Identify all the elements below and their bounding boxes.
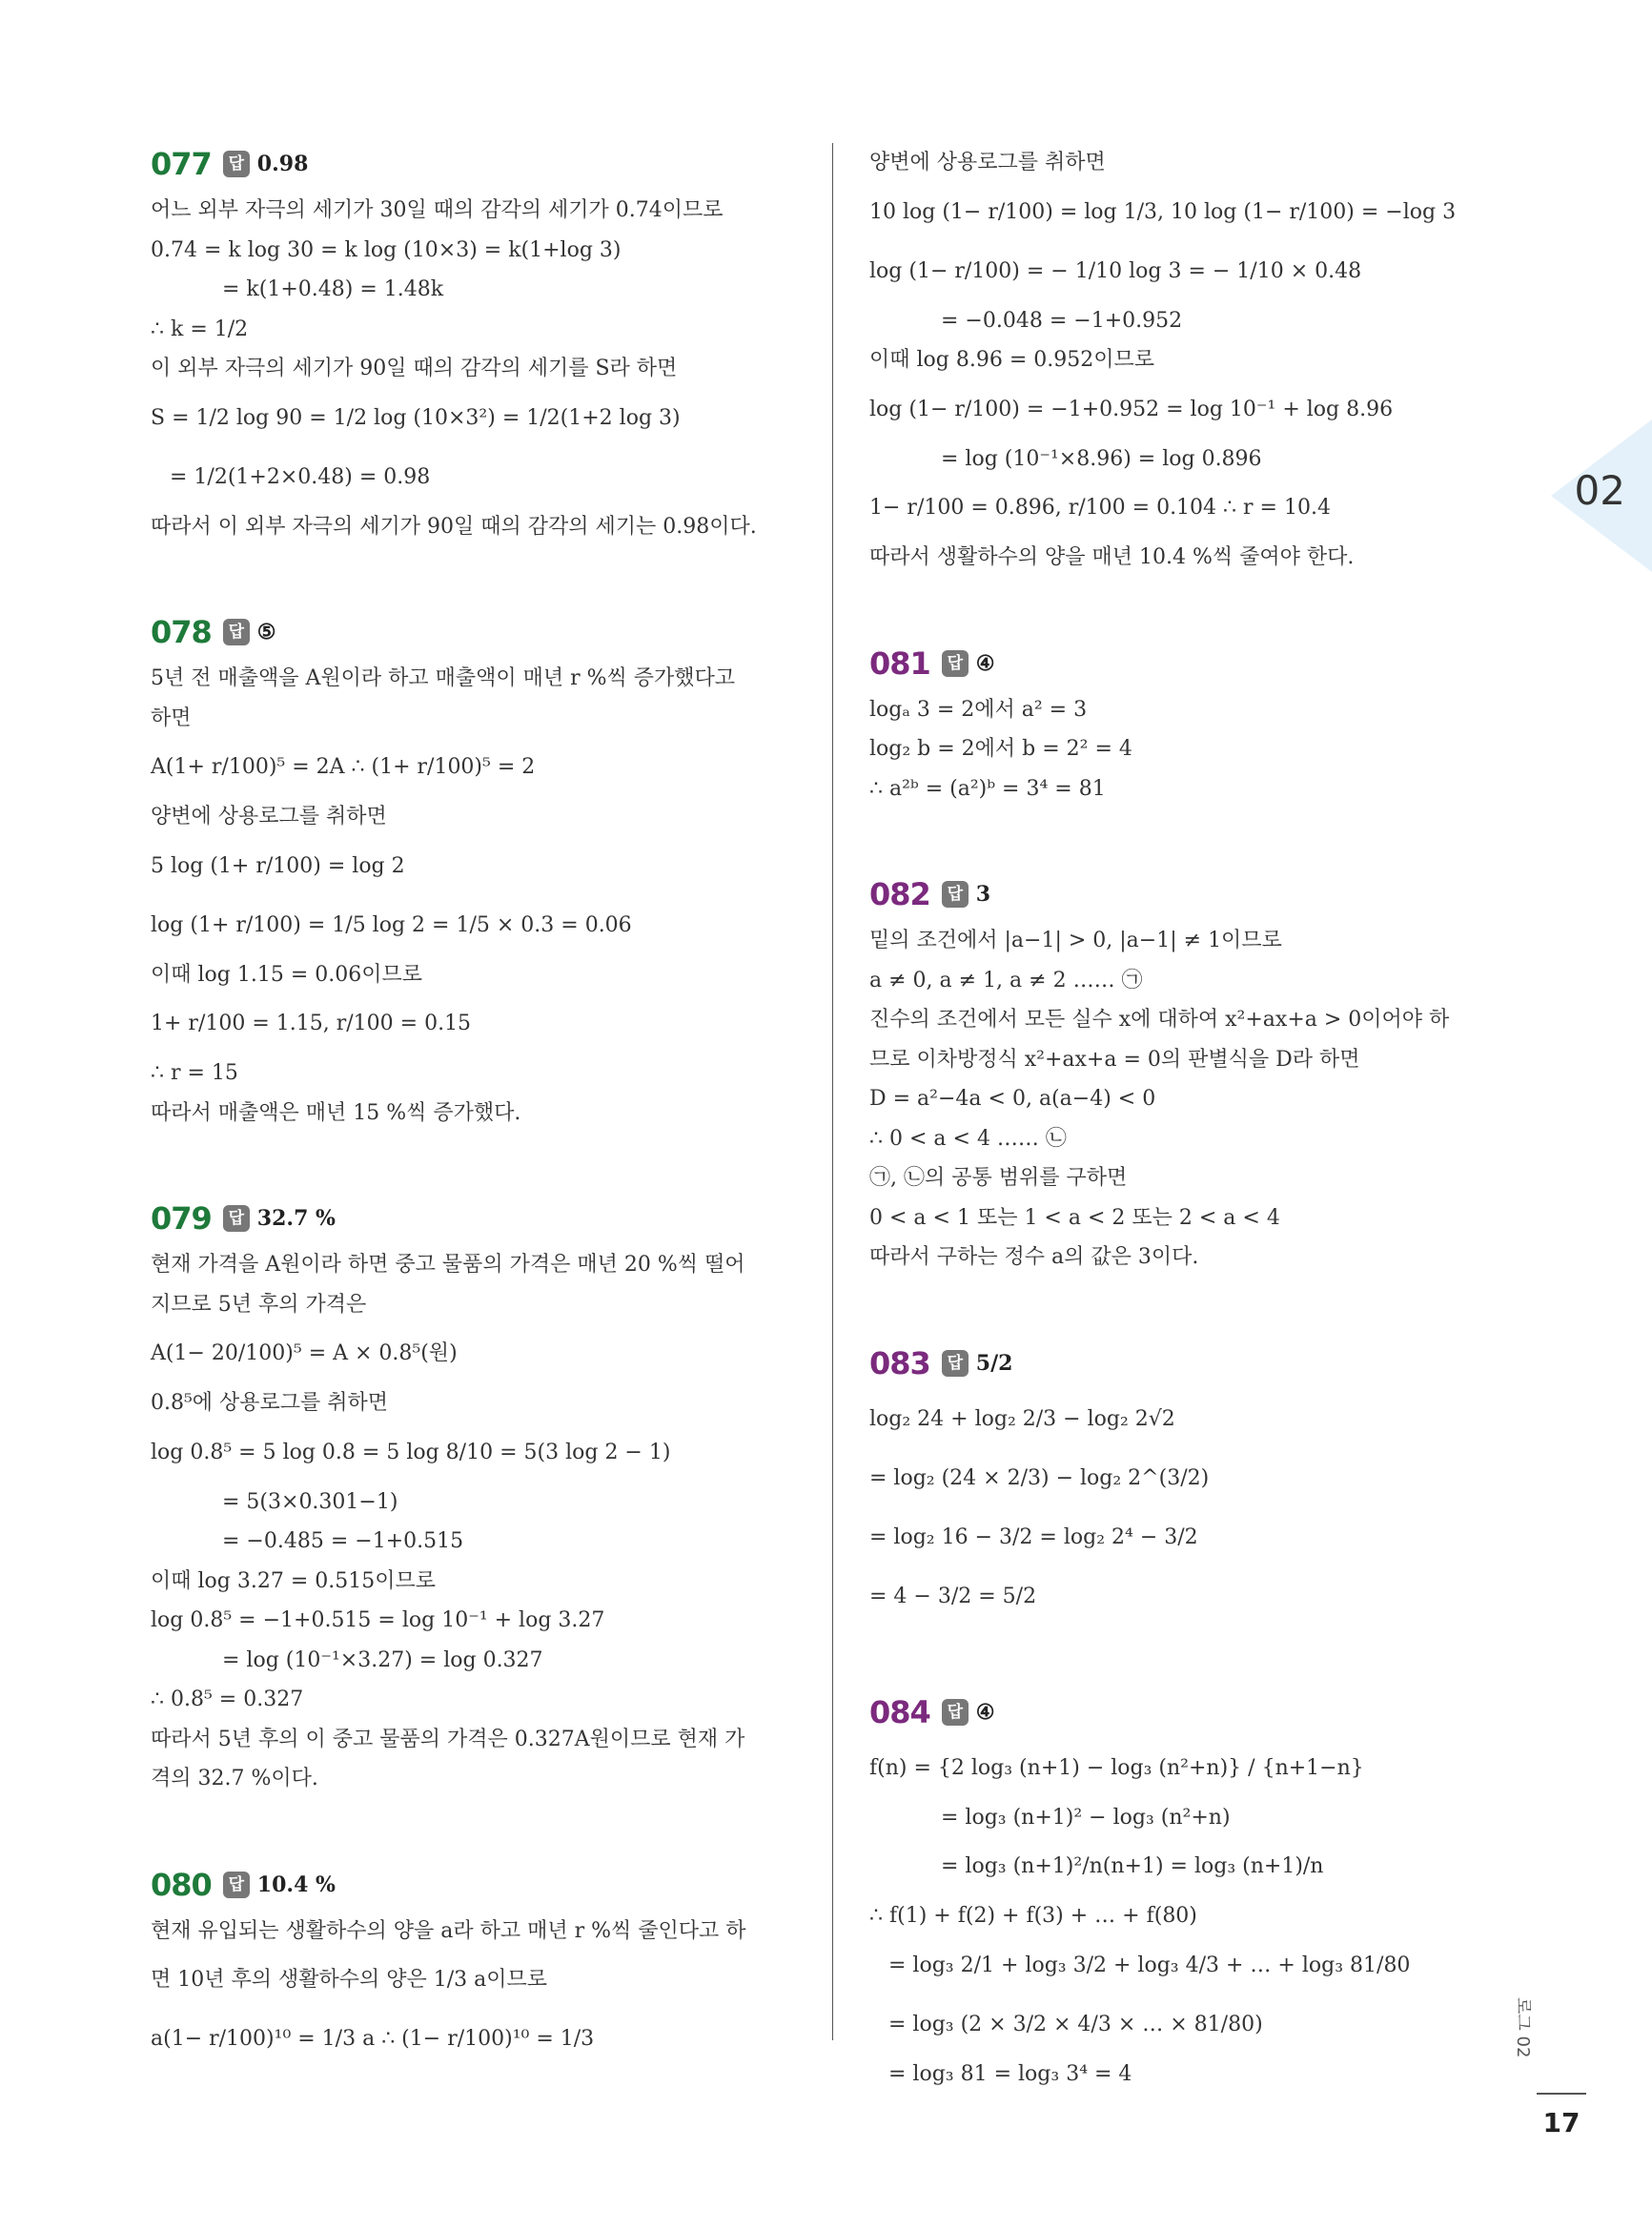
solution-line: 1− r/100 = 0.896, r/100 = 0.104 ∴ r = 10.4	[869, 496, 1331, 520]
solution-line: 따라서 매출액은 매년 15 %씩 증가했다.	[151, 1100, 521, 1125]
solution-line: 이때 log 1.15 = 0.06이므로	[151, 962, 422, 987]
solution-line: = log₃ 2/1 + log₃ 3/2 + log₃ 4/3 + … + log₃ 81/80	[888, 1953, 1411, 1977]
solution-line: 므로 이차방정식 x²+ax+a = 0의 판별식을 D라 하면	[869, 1047, 1360, 1072]
problem-header	[151, 143, 799, 185]
solution-line: a ≠ 0, a ≠ 1, a ≠ 2 …… ㉠	[869, 968, 1143, 992]
right-column	[869, 143, 1518, 2158]
answer-badge: 답	[942, 650, 969, 677]
solution-line: 이때 log 3.27 = 0.515이므로	[151, 1568, 436, 1593]
solution-line: logₐ 3 = 2에서 a² = 3	[869, 697, 1088, 722]
solution-line: S = 1/2 log 90 = 1/2 log (10×3²) = 1/2(1+2 log 3)	[151, 405, 681, 430]
problem-079	[151, 1197, 799, 1799]
solution-line: 0.8⁵에 상용로그를 취하면	[151, 1391, 389, 1415]
solution-line: 10 log (1− r/100) = log 1/3, 10 log (1− r/100) = −log 3	[869, 199, 1457, 224]
solution-line: = k(1+0.48) = 1.48k	[222, 277, 444, 301]
solution-line: 양변에 상용로그를 취하면	[151, 805, 387, 829]
problem-number: 083	[869, 1344, 930, 1381]
solution-line: 어느 외부 자극의 세기가 30일 때의 감각의 세기가 0.74이므로	[151, 198, 724, 222]
solution-line: 1+ r/100 = 1.15, r/100 = 0.15	[151, 1012, 472, 1035]
answer-badge: 답	[223, 1872, 250, 1898]
solution-line: 하면	[151, 706, 192, 730]
solution-line: 이 외부 자극의 세기가 90일 때의 감각의 세기를 S라 하면	[151, 357, 678, 380]
solution-line: ∴ 0.8⁵ = 0.327	[151, 1688, 304, 1711]
solution-line: = log₃ (n+1)² − log₃ (n²+n)	[941, 1805, 1231, 1830]
solution-line: ∴ f(1) + f(2) + f(3) + … + f(80)	[869, 1904, 1197, 1928]
problem-header	[869, 873, 1518, 915]
solution-line: 지므로 5년 후의 가격은	[151, 1292, 367, 1317]
problem-083	[869, 1342, 1518, 1626]
answer-value: 3	[975, 882, 991, 907]
problem-number: 082	[869, 876, 930, 912]
problem-080	[151, 1864, 799, 2070]
problem-082	[869, 873, 1518, 1278]
problem-number: 080	[151, 1866, 212, 1903]
problem-continuation	[869, 143, 1518, 578]
answer-badge: 답	[942, 1699, 969, 1726]
solution-line: 격의 32.7 %이다.	[151, 1767, 318, 1790]
solution-line: 진수의 조건에서 모든 실수 x에 대하여 x²+ax+a > 0이어야 하	[869, 1008, 1450, 1032]
solution-line: ∴ a²ᵇ = (a²)ᵇ = 3⁴ = 81	[869, 776, 1106, 801]
solution-line: A(1− 20/100)⁵ = A × 0.8⁵(원)	[151, 1341, 458, 1365]
answer-value: ④	[975, 650, 995, 676]
problem-number: 077	[151, 146, 212, 182]
solution-line: f(n) = {2 log₃ (n+1) − log₃ (n²+n)} / {n+1−n}	[869, 1755, 1364, 1780]
answer-badge: 답	[223, 1205, 250, 1232]
solution-line: 따라서 이 외부 자극의 세기가 90일 때의 감각의 세기는 0.98이다.	[151, 514, 757, 539]
solution-line: ∴ k = 1/2	[151, 317, 249, 341]
solution-line: = 1/2(1+2×0.48) = 0.98	[170, 464, 431, 489]
solution-line: ㉠, ㉡의 공통 범위를 구하면	[869, 1166, 1128, 1190]
answer-badge: 답	[223, 151, 250, 177]
answer-badge: 답	[942, 881, 969, 908]
problem-header	[151, 611, 799, 653]
solution-line: 따라서 5년 후의 이 중고 물품의 가격은 0.327A원이므로 현재 가	[151, 1727, 745, 1751]
answer-value: 5/2	[975, 1350, 1013, 1376]
solution-line: = 5(3×0.301−1)	[222, 1489, 398, 1514]
solution-line: = log₃ 81 = log₃ 3⁴ = 4	[888, 2061, 1132, 2086]
solution-line: = log (10⁻¹×8.96) = log 0.896	[941, 446, 1262, 471]
answer-value: 10.4 %	[256, 1872, 336, 1897]
answer-badge: 답	[223, 619, 250, 645]
solution-line: = −0.048 = −1+0.952	[941, 308, 1183, 333]
answer-value: ④	[975, 1699, 995, 1725]
solution-line: = log (10⁻¹×3.27) = log 0.327	[222, 1647, 543, 1672]
chapter-tab-number: 02	[1574, 467, 1625, 514]
problem-header	[151, 1197, 799, 1239]
solution-line: 5년 전 매출액을 A원이라 하고 매출액이 매년 r %씩 증가했다고	[151, 666, 736, 690]
solution-line: 이때 log 8.96 = 0.952이므로	[869, 348, 1154, 372]
solution-line: ∴ 0 < a < 4 …… ㉡	[869, 1126, 1067, 1151]
left-column	[151, 143, 799, 2134]
solution-line: ∴ r = 15	[151, 1061, 238, 1085]
answer-badge: 답	[942, 1350, 969, 1377]
solution-line: 따라서 생활하수의 양을 매년 10.4 %씩 줄여야 한다.	[869, 545, 1355, 569]
solution-line: = −0.485 = −1+0.515	[222, 1529, 464, 1553]
answer-value: 0.98	[256, 152, 309, 176]
answer-value: ⑤	[256, 620, 276, 644]
solution-line: D = a²−4a < 0, a(a−4) < 0	[869, 1087, 1156, 1111]
problem-number: 078	[151, 614, 212, 650]
chapter-side-label: 로그 02	[1513, 1997, 1533, 2058]
solution-line: a(1− r/100)¹⁰ = 1/3 a ∴ (1− r/100)¹⁰ = 1/3	[151, 2027, 595, 2051]
problem-header	[869, 1691, 1518, 1733]
problem-084	[869, 1691, 1518, 2095]
solution-line: 양변에 상용로그를 취하면	[869, 151, 1106, 174]
solution-line: 5 log (1+ r/100) = log 2	[151, 853, 405, 878]
solution-line: log (1+ r/100) = 1/5 log 2 = 1/5 × 0.3 = 0.06	[151, 912, 632, 937]
problem-077	[151, 143, 799, 546]
solution-line: A(1+ r/100)⁵ = 2A ∴ (1+ r/100)⁵ = 2	[151, 755, 536, 779]
footer-rule	[1537, 2093, 1586, 2095]
solution-line: 0.74 = k log 30 = k log (10×3) = k(1+log 3)	[151, 237, 622, 262]
solution-line: 0 < a < 1 또는 1 < a < 2 또는 2 < a < 4	[869, 1205, 1280, 1230]
solution-line: 따라서 구하는 정수 a의 값은 3이다.	[869, 1245, 1199, 1269]
problem-header	[151, 1864, 799, 1906]
problem-number: 084	[869, 1693, 930, 1730]
solution-line: 현재 유입되는 생활하수의 양을 a라 하고 매년 r %씩 줄인다고 하	[151, 1918, 746, 1943]
problem-number: 079	[151, 1200, 212, 1237]
problem-078	[151, 611, 799, 1133]
solution-line: log (1− r/100) = −1+0.952 = log 10⁻¹ + log 8.96	[869, 397, 1394, 421]
solution-line: 밑의 조건에서 |a−1| > 0, |a−1| ≠ 1이므로	[869, 929, 1282, 952]
page-number: 17	[1542, 2107, 1581, 2138]
solution-line: 면 10년 후의 생활하수의 양은 1/3 a이므로	[151, 1968, 548, 1992]
solution-line: = log₃ (n+1)²/n(n+1) = log₃ (n+1)/n	[941, 1854, 1324, 1878]
column-divider	[832, 143, 833, 2040]
answer-value: 32.7 %	[256, 1206, 336, 1231]
solution-line: log 0.8⁵ = −1+0.515 = log 10⁻¹ + log 3.27	[151, 1608, 605, 1632]
solution-line: log (1− r/100) = − 1/10 log 3 = − 1/10 × 0.48	[869, 258, 1362, 283]
solution-line: log₂ b = 2에서 b = 2² = 4	[869, 737, 1132, 761]
solution-line: 현재 가격을 A원이라 하면 중고 물품의 가격은 매년 20 %씩 떨어	[151, 1253, 745, 1277]
solution-line: = 4 − 3/2 = 5/2	[869, 1584, 1037, 1608]
problem-header	[869, 643, 1518, 685]
solution-line: log 0.8⁵ = 5 log 0.8 = 5 log 8/10 = 5(3 log 2 − 1)	[151, 1440, 671, 1464]
problem-header	[869, 1342, 1518, 1384]
solution-line: = log₂ (24 × 2/3) − log₂ 2^(3/2)	[869, 1465, 1210, 1490]
solution-line: = log₃ (2 × 3/2 × 4/3 × … × 81/80)	[888, 2012, 1263, 2036]
solution-line: log₂ 24 + log₂ 2/3 − log₂ 2√2	[869, 1406, 1175, 1431]
problem-number: 081	[869, 644, 930, 682]
solution-line: = log₂ 16 − 3/2 = log₂ 2⁴ − 3/2	[869, 1524, 1198, 1549]
problem-081	[869, 643, 1518, 809]
